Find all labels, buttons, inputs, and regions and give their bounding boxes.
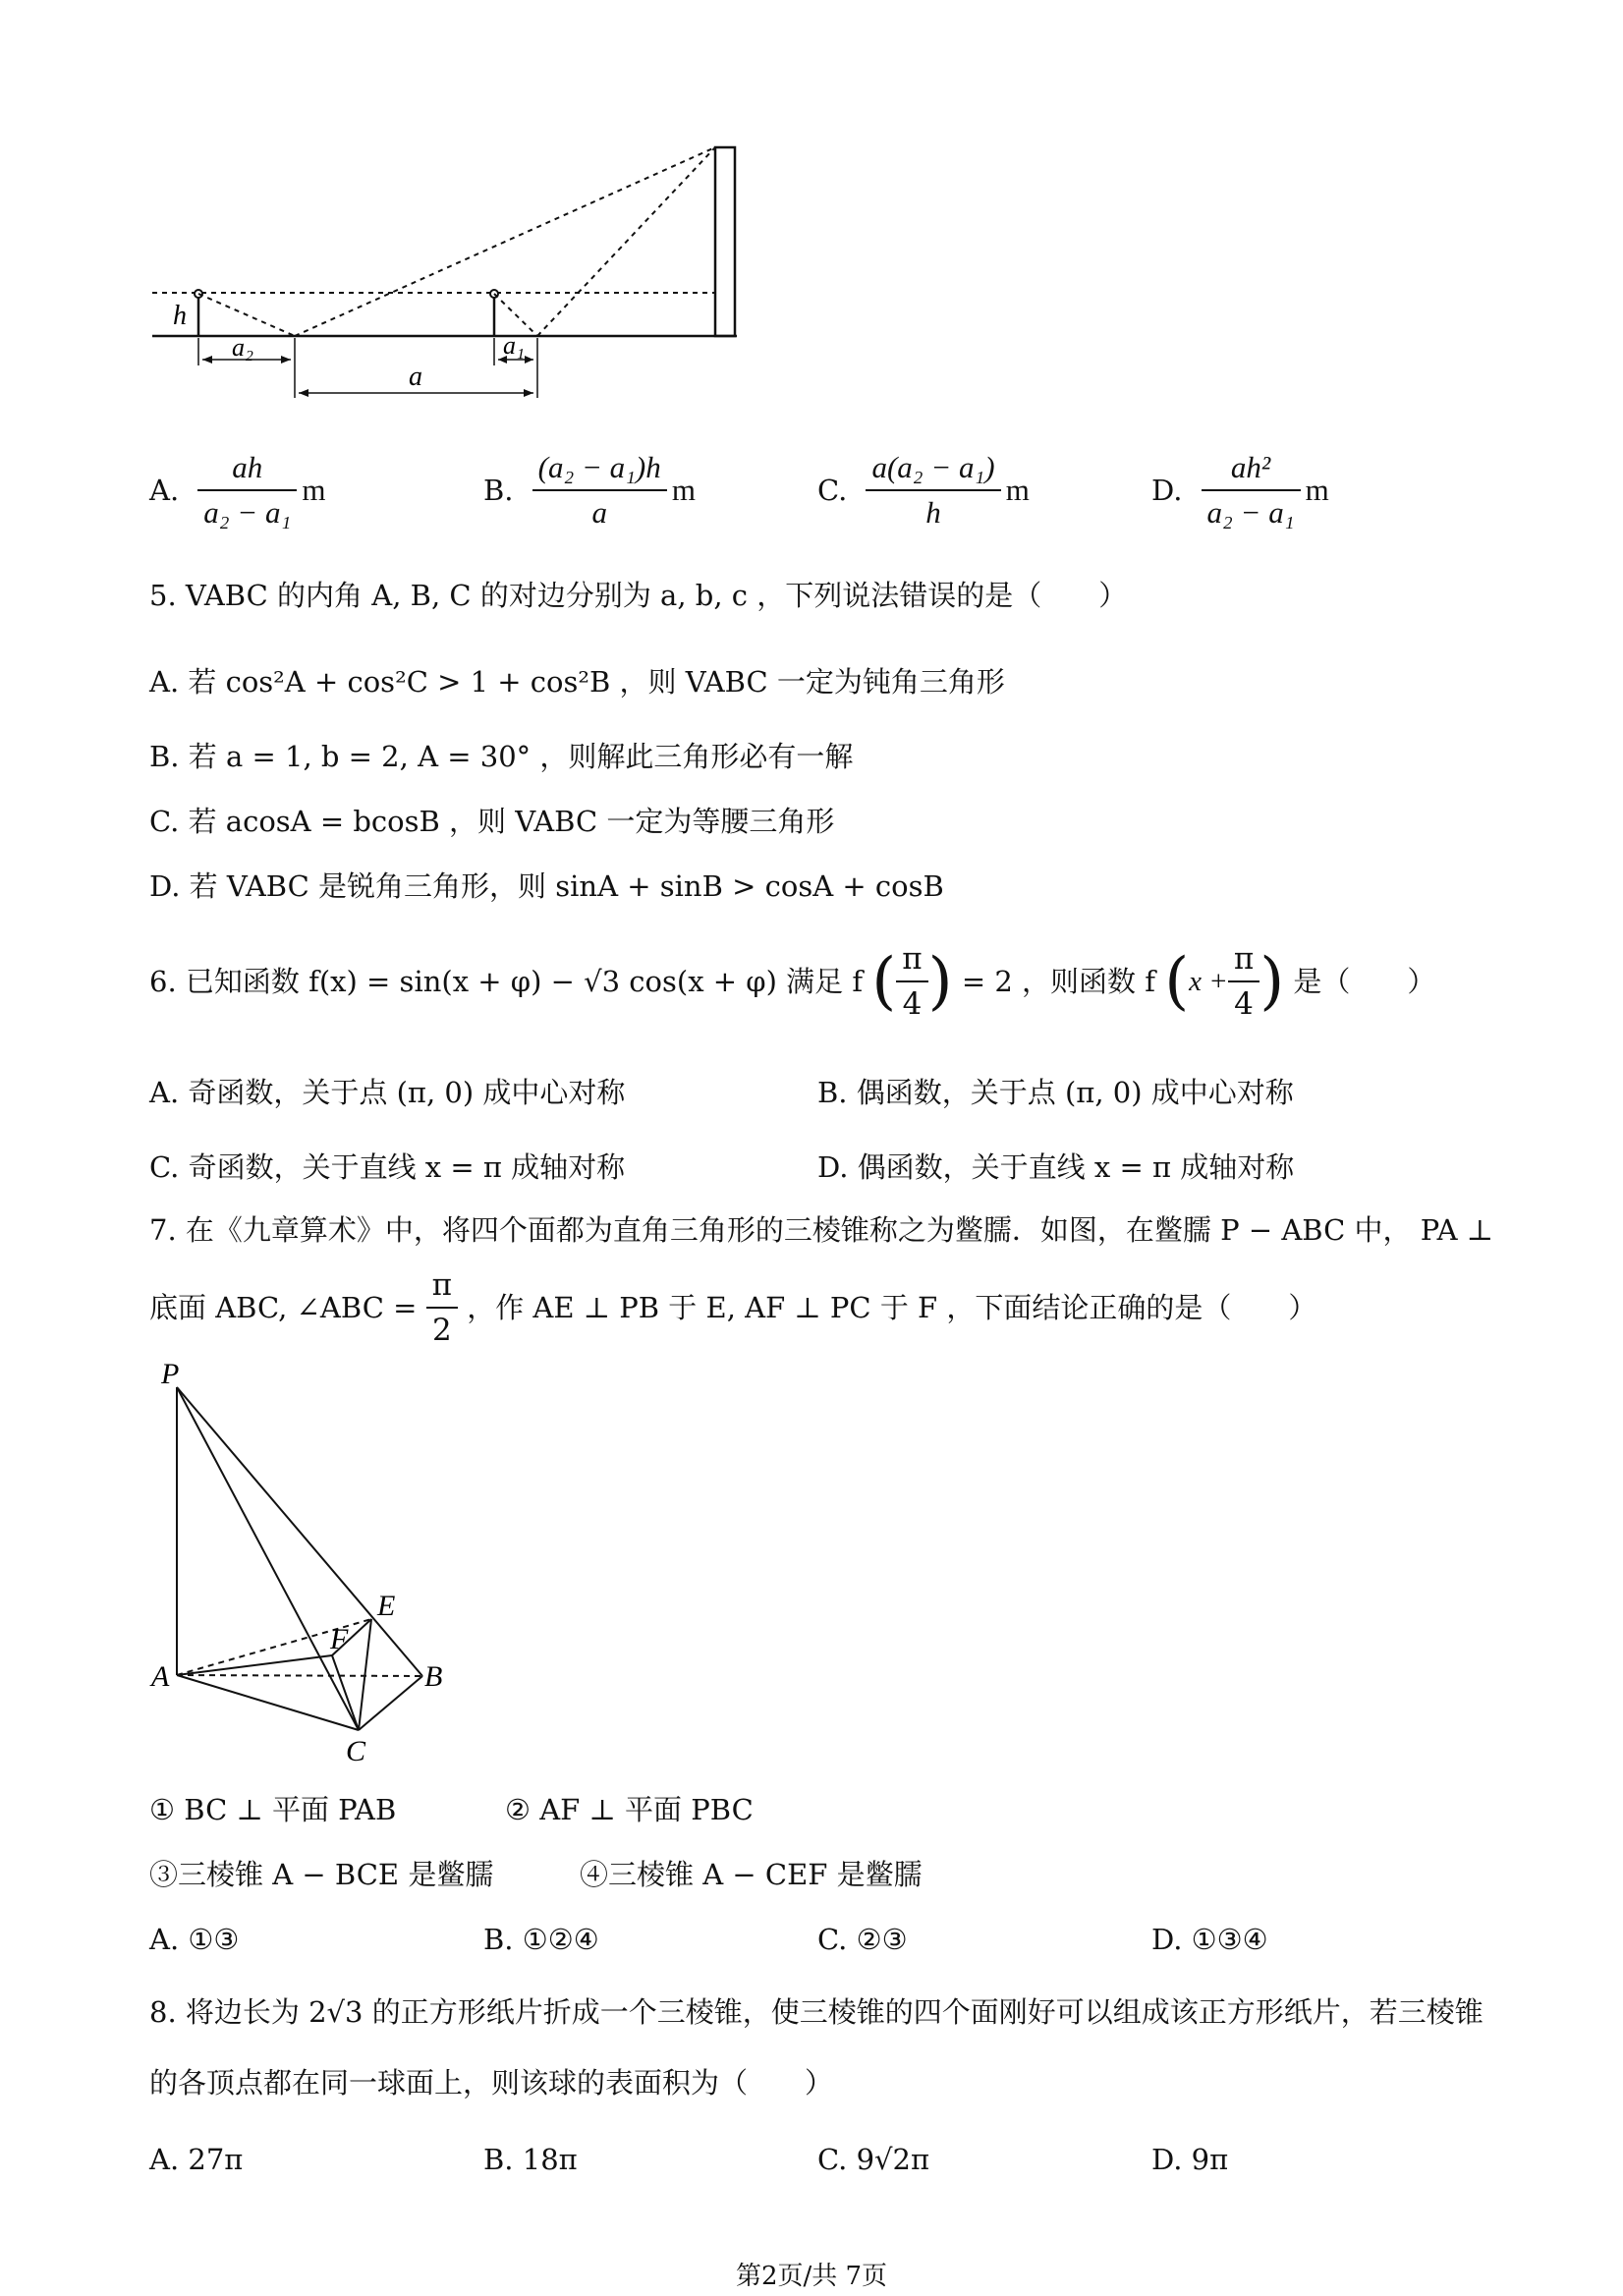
q4-option-b[interactable]: B. $\frac{\text{(a₂ − a₁)h}}{a}$ m bbox=[483, 448, 696, 532]
q7-option-b[interactable]: B. ①②④ bbox=[483, 1923, 599, 1956]
q7-statement-1: ① BC ⊥ 平面 PAB bbox=[149, 1793, 397, 1826]
option-fraction: $\frac{ah}{\text{a₂ − a₁}}$ bbox=[197, 448, 297, 532]
q8-line1: 8. 将边长为 2√3 的正方形纸片折成一个三棱锥，使三棱锥的四个面刚好可以组成该正方形纸片，若三棱锥 bbox=[149, 1995, 1483, 2029]
q8-line2: 的各顶点都在同一球面上，则该球的表面积为（ ） bbox=[149, 2066, 834, 2100]
measurement-figure bbox=[147, 138, 756, 403]
q8-option-b[interactable]: B. 18π bbox=[483, 2143, 578, 2176]
q7-option-d[interactable]: D. ①③④ bbox=[1151, 1923, 1268, 1956]
q8-option-c[interactable]: C. 9√2π bbox=[817, 2143, 930, 2176]
label-a2: a₂ bbox=[232, 333, 254, 362]
q7-statement-4: ④三棱锥 A − CEF 是鳖臑 bbox=[580, 1858, 923, 1891]
option-letter: D. bbox=[1151, 474, 1183, 507]
option-fraction: $\frac{\text{ah²}}{\text{a₂ − a₁}}$ bbox=[1202, 448, 1301, 532]
q5-option-b[interactable]: B. 若 a = 1, b = 2, A = 30° ，则解此三角形必有一解 bbox=[149, 740, 854, 773]
q5-stem: 5. VABC 的内角 A, B, C 的对边分别为 a, b, c ，下列说法错误的是（ ） bbox=[149, 579, 1128, 612]
q6-option-d[interactable]: D. 偶函数，关于直线 x = π 成轴对称 bbox=[817, 1150, 1295, 1184]
q6-stem: 6. 已知函数 f(x) = sin(x + φ) − √3 cos(x + φ) 满足 f ( $\frac{\pi}{4}$ ) = 2 ，则函数 f (x + $\frac{\pi}{4}$ ) 是（ ） bbox=[149, 941, 1436, 1022]
q4-option-c[interactable]: C. $\frac{\text{a(a₂ − a₁)}}{h}$ m bbox=[817, 448, 1030, 532]
q8-option-d[interactable]: D. 9π bbox=[1151, 2143, 1229, 2176]
q5-option-a[interactable]: A. 若 cos²A + cos²C > 1 + cos²B ，则 VABC 一定为钝角三角形 bbox=[149, 665, 1005, 699]
vertex-b: B bbox=[424, 1660, 443, 1693]
option-letter: A. bbox=[149, 474, 180, 507]
q7-line1: 7. 在《九章算术》中，将四个面都为直角三角形的三棱锥称之为鳖臑．如图，在鳖臑 P − ABC 中， PA ⊥ bbox=[149, 1213, 1494, 1247]
q8-option-a[interactable]: A. 27π bbox=[149, 2143, 244, 2176]
option-fraction: $\frac{\text{a(a₂ − a₁)}}{h}$ bbox=[866, 448, 1000, 532]
option-letter: B. bbox=[483, 474, 514, 507]
option-letter: C. bbox=[817, 474, 848, 507]
q5-option-d[interactable]: D. 若 VABC 是锐角三角形，则 sinA + sinB > cosA + cosB bbox=[149, 869, 944, 903]
q6-option-a[interactable]: A. 奇函数，关于点 (π, 0) 成中心对称 bbox=[149, 1076, 626, 1109]
q6-fraction-2: $\frac{\pi}{4}$ bbox=[1228, 939, 1259, 1024]
q6-option-c[interactable]: C. 奇函数，关于直线 x = π 成轴对称 bbox=[149, 1150, 626, 1184]
page-footer: 第2页/共 7页 bbox=[735, 2262, 888, 2291]
q6-option-b[interactable]: B. 偶函数，关于点 (π, 0) 成中心对称 bbox=[817, 1076, 1294, 1109]
label-a1: a₁ bbox=[503, 331, 526, 360]
q7-statement-2: ② AF ⊥ 平面 PBC bbox=[505, 1793, 754, 1826]
vertex-p: P bbox=[161, 1358, 180, 1390]
label-h: h bbox=[173, 301, 187, 331]
q4-option-d[interactable]: D. $\frac{\text{ah²}}{\text{a₂ − a₁}}$ m bbox=[1151, 448, 1329, 532]
tetrahedron-figure bbox=[147, 1356, 462, 1768]
q7-line2: 底面 ABC, ∠ABC = $\frac{\pi}{2}$ ，作 AE ⊥ PB 于 E, AF ⊥ PC 于 F ，下面结论正确的是（ ） bbox=[149, 1267, 1317, 1348]
q7-statement-3: ③三棱锥 A − BCE 是鳖臑 bbox=[149, 1858, 494, 1891]
q7-option-a[interactable]: A. ①③ bbox=[149, 1923, 240, 1956]
vertex-e: E bbox=[377, 1590, 396, 1622]
q6-fraction-1: $\frac{\pi}{4}$ bbox=[896, 939, 927, 1024]
vertex-c: C bbox=[346, 1735, 366, 1767]
q4-option-a[interactable]: A. $\frac{ah}{\text{a₂ − a₁}}$ m bbox=[149, 448, 325, 532]
label-a: a bbox=[409, 362, 422, 392]
q7-option-c[interactable]: C. ②③ bbox=[817, 1923, 908, 1956]
vertex-a: A bbox=[151, 1660, 170, 1693]
vertex-f: F bbox=[330, 1623, 349, 1655]
q5-option-c[interactable]: C. 若 acosA = bcosB ，则 VABC 一定为等腰三角形 bbox=[149, 805, 835, 838]
q7-fraction: $\frac{\pi}{2}$ bbox=[426, 1265, 458, 1350]
option-fraction: $\frac{\text{(a₂ − a₁)h}}{a}$ bbox=[532, 448, 667, 532]
